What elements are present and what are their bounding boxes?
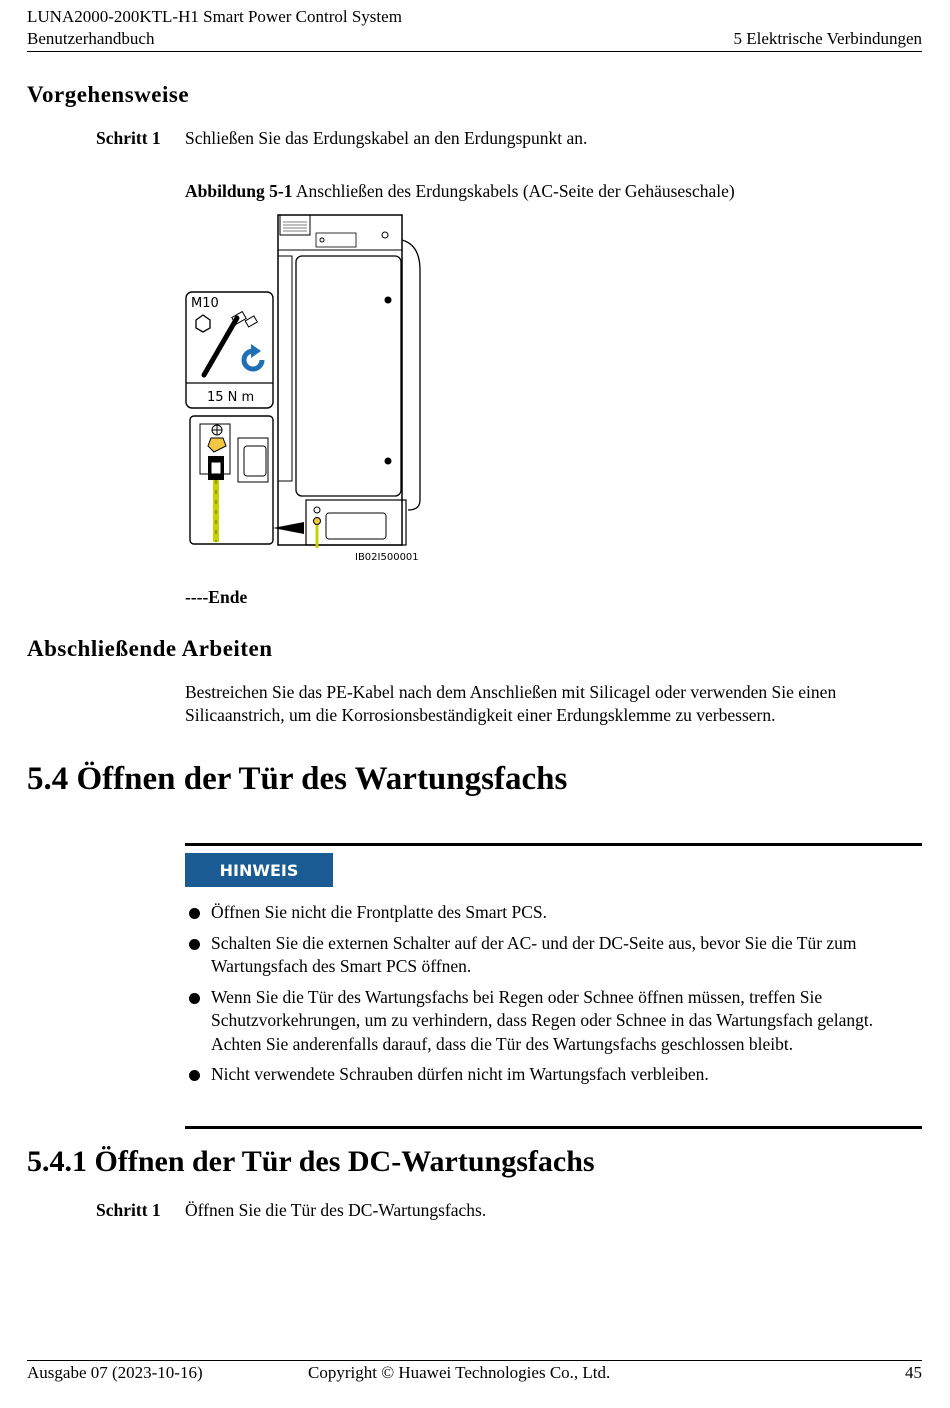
notice-badge: HINWEIS [185,853,333,887]
section-title: 5.4 Öffnen der Tür des Wartungsfachs [27,761,568,797]
notice-list [185,901,915,1094]
footer-divider [27,1360,922,1361]
footer-copyright: Copyright © Huawei Technologies Co., Ltd. [308,1363,611,1382]
bullet-icon [189,993,200,1004]
torque-label: 15 N m [207,390,255,405]
figure-caption [185,180,735,204]
header-divider [27,51,922,52]
ground-point-detail [190,416,304,544]
notice-bottom-rule [185,1126,922,1129]
notice-item: Nicht verwendete Schrauben dürfen nicht im Wartungsfach verbleiben. [185,1063,915,1087]
cabinet-drawing [278,215,420,548]
sub-step-label: Schritt 1 [96,1200,161,1220]
bullet-icon [189,939,200,950]
procedure-heading: Vorgehensweise [27,82,190,107]
figure-label: Abbildung 5-1 [185,181,293,201]
bullet-icon [189,1070,200,1081]
notice-item: Schalten Sie die externen Schalter auf der AC- und der DC-Seite aus, bevor Sie die Tür zum Wartungsfach des Smart PCS öffnen. [185,932,915,979]
bolt-size-label: M10 [191,296,219,311]
end-marker: ----Ende [185,587,248,607]
figure-code: IB02I500001 [355,552,419,563]
figure-caption-text: Anschließen des Erdungskabels (AC-Seite der Gehäuseschale) [292,181,735,201]
followup-line-2: Silicaanstrich, um die Korrosionsbeständigkeit einer Erdungsklemme zu verbessern. [185,705,776,725]
step-label: Schritt 1 [96,128,161,148]
header-product: LUNA2000-200KTL-H1 Smart Power Control System [27,7,402,26]
bullet-icon [189,908,200,919]
grounding-figure [180,210,450,570]
notice-item: Öffnen Sie nicht die Frontplatte des Smart PCS. [185,901,915,925]
notice-item: Wenn Sie die Tür des Wartungsfachs bei Regen oder Schnee öffnen müssen, treffen Sie Schutzvorkehrungen, um zu verhindern, dass Regen oder Schnee in das Wartungsfach gelangt. Achten Sie anderenfalls darauf, dass die Tür des Wartungsfachs geschlossen bleibt. [185,986,915,1057]
footer-page-number: 45 [905,1363,922,1382]
header-manual: Benutzerhandbuch [27,29,155,48]
subsection-title: 5.4.1 Öffnen der Tür des DC-Wartungsfachs [27,1145,595,1178]
header-chapter: 5 Elektrische Verbindungen [733,29,922,48]
followup-line-1: Bestreichen Sie das PE-Kabel nach dem Anschließen mit Silicagel oder verwenden Sie einen [185,682,837,702]
notice-top-rule [185,843,922,846]
step-text: Schließen Sie das Erdungskabel an den Erdungspunkt an. [185,128,588,148]
sub-step-text: Öffnen Sie die Tür des DC-Wartungsfachs. [185,1200,487,1220]
followup-heading: Abschließende Arbeiten [27,636,273,661]
footer-edition: Ausgabe 07 (2023-10-16) [27,1363,203,1382]
